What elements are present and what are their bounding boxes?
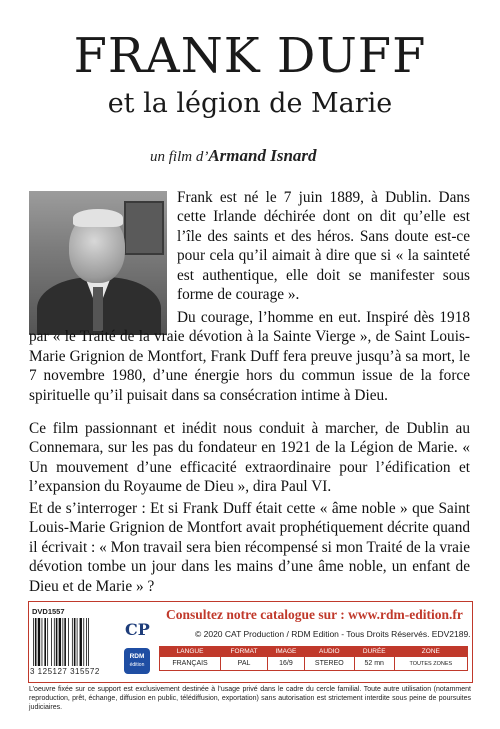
tech-value: STEREO [304,657,354,671]
tech-header: AUDIO [304,647,354,657]
tech-value: 52 mn [354,657,394,671]
rdm-logo-text: RDM [129,653,145,660]
rdm-logo [124,648,150,674]
cp-logo: CP [125,620,150,639]
paragraph-birth: Frank est né le 7 juin 1889, à Dublin. Dans cette Irlande déchirée dont on dit qu’elle est l’île des saints et des héros. Sans doute est-ce pour cela qu’il aimait à dire que si « la sainteté est authentique, elle doit se manifester sous forme de courage ». [177,189,470,304]
tech-value-row [160,657,468,671]
info-box [28,601,473,683]
barcode-number: 3 125127 315572 [30,667,100,676]
legal-notice: L’oeuvre fixée sur ce support est exclusivement destinée à l’usage privé dans le cadre du cercle familial. Toute autre utilisation (notamment reproduction, prêt, échange, diffusion en public, télédiffusion, exportation) sans autorisation est strictement interdite sous peine de poursuites judiciaires. [29,686,471,711]
cover-subtitle: et la légion de Marie [107,88,393,119]
paragraph-film: Ce film passionnant et inédit nous conduit à marcher, de Dublin au Connemara, sur les pas du fondateur en 1921 de la Légion de Marie. « Un mouvement d’une efficacité extraordinaire pour l’édification et l’expansion du Royaume de Dieu », dira Paul VI. [29,420,470,496]
copyright-notice: © 2020 CAT Production / RDM Edition - Tous Droits Réservés. EDV2189. [195,629,471,639]
tech-value: FRANÇAIS [160,657,221,671]
credit-prefix: un film d’ [150,149,209,165]
tech-header: DURÉE [354,647,394,657]
cover-title: FRANK DUFF [73,28,427,84]
catalogue-link[interactable]: Consultez notre catalogue sur : www.rdm-edition.fr [166,607,463,622]
tech-header: FORMAT [221,647,268,657]
tech-header-row [160,647,468,657]
rdm-logo-subtext: édition [129,662,145,668]
director-name: Armand Isnard [208,146,317,165]
product-reference: DVD1557 [32,607,65,616]
tech-value: 16/9 [268,657,305,671]
paragraph-courage: Du courage, l’homme en eut. Inspiré dès 1918 par « le Traité de la vraie dévotion à la Sainte Vierge », de Saint Louis-Marie Grignion de Montfort, Frank Duff fera preuve jusqu’à sa mort, le 7 novembre 1980, d’une énergie hors du commun issue de la force spirituelle qu’il puisait dans sa consécration intime à Dieu. [29,309,470,404]
tech-header: LANGUE [160,647,221,657]
tech-value: PAL [221,657,268,671]
tech-header: IMAGE [268,647,305,657]
tech-value: TOUTES ZONES [394,657,467,671]
tech-specs-table [159,646,468,671]
paragraph-question: Et de s’interroger : Et si Frank Duff était cette « âme noble » que Saint Louis-Marie Grignion de Montfort avait prophétiquement décrite quand il écrivait : « Mon travail sera bien récompensé si mon Traité de la vraie dévotion tombe un jour dans les mains d’une âme noble, un enfant de Dieu et de Marie » ? [29,500,470,595]
tech-header: ZONE [394,647,467,657]
film-credit [150,146,317,166]
barcode-icon [32,618,110,666]
